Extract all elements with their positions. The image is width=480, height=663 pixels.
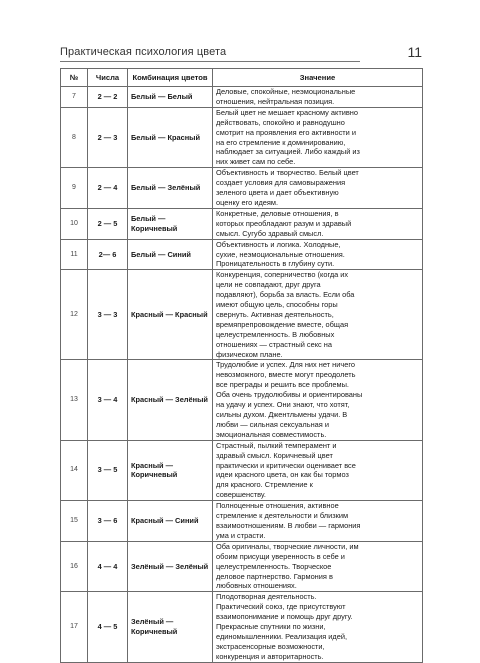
row-number: 13 — [61, 360, 88, 440]
combination-line: Зелёный — — [131, 617, 174, 627]
meaning-line: создает условия для самовыражения — [216, 178, 346, 188]
meaning-line: наблюдает за ситуацией. Либо каждый из — [216, 147, 360, 157]
meaning-line: эмоциональная совместимость. — [216, 429, 327, 439]
meaning-line: цели не совпадают, друг друга — [216, 280, 321, 290]
number-pair: 4 — 4 — [88, 541, 128, 592]
color-combination — [128, 440, 213, 500]
color-combination: Белый — Синий — [128, 239, 213, 270]
meaning-line: стремление к деятельности и близким — [216, 511, 349, 521]
meaning-line: на удачу и успех. Они знают, что хотят, — [216, 400, 350, 410]
number-pair: 3 — 4 — [88, 360, 128, 440]
table-row — [61, 592, 423, 662]
row-number: 12 — [61, 270, 88, 360]
header-rule — [60, 61, 360, 62]
meaning-text — [213, 270, 423, 360]
column-header-numbers: Числа — [88, 69, 128, 87]
table-row — [61, 541, 423, 592]
meaning-line: обоим присущи уверенность в себе и — [216, 551, 345, 561]
meaning-line: целеустремленность. Творческое — [216, 561, 332, 571]
number-pair: 3 — 3 — [88, 270, 128, 360]
color-combination: Красный — Красный — [128, 270, 213, 360]
meaning-line: Трудолюбие и успех. Для них нет ничего — [216, 360, 355, 370]
meaning-line: них живет сам по себе. — [216, 157, 296, 167]
row-number: 7 — [61, 87, 88, 108]
column-header-meaning: Значение — [213, 69, 423, 87]
meaning-line: подавляют), борьба за власть. Если оба — [216, 290, 355, 300]
meaning-line: Конкретные, деловые отношения, в — [216, 208, 339, 218]
color-combination — [128, 592, 213, 662]
meaning-line: имеют общую цель, способны горы — [216, 300, 338, 310]
meaning-line: Страстный, пылкий темперамент и — [216, 440, 337, 450]
meaning-line: зеленого цвета и дает объективную — [216, 188, 339, 198]
meaning-line: времяпрепровождение вместе, общая — [216, 319, 349, 329]
number-pair: 2 — 2 — [88, 87, 128, 108]
table-row — [61, 270, 423, 360]
meaning-line: на его стремление к доминированию, — [216, 137, 346, 147]
meaning-line: взаимопонимание и помощь друг другу. — [216, 612, 353, 622]
meaning-line: любви — сильная сексуальная и — [216, 419, 329, 429]
column-header-number: № — [61, 69, 88, 87]
meaning-text — [213, 239, 423, 270]
combination-line: Коричневый — [131, 626, 178, 636]
number-pair: 2 — 5 — [88, 208, 128, 239]
meaning-line: действовать, спокойно и равнодушно — [216, 117, 345, 127]
column-header-combination: Комбинация цветов — [128, 69, 213, 87]
color-combination-table — [60, 68, 423, 663]
meaning-line: отношениях — страстный секс на — [216, 339, 332, 349]
meaning-line: конкуренция и авторитарность. — [216, 651, 324, 661]
meaning-line: любовных отношениях. — [216, 581, 297, 591]
meaning-line: Плодотворная деятельность. — [216, 592, 317, 602]
color-combination: Зелёный — Зелёный — [128, 541, 213, 592]
running-title: Практическая психология цвета — [60, 46, 227, 58]
meaning-line: Прекрасные спутники по жизни, — [216, 622, 326, 632]
meaning-text — [213, 87, 423, 108]
table-row — [61, 440, 423, 500]
meaning-line: деловое партнерство. Гармония в — [216, 571, 333, 581]
meaning-text — [213, 107, 423, 167]
meaning-line: невозможного, вместе могут преодолеть — [216, 370, 356, 380]
meaning-line: все преграды и решить все проблемы. — [216, 380, 349, 390]
table-header-row — [61, 69, 423, 87]
meaning-line: Оба оригиналы, творческие личности, им — [216, 541, 359, 551]
row-number: 10 — [61, 208, 88, 239]
row-number: 17 — [61, 592, 88, 662]
color-combination: Белый — Красный — [128, 107, 213, 167]
page-number: 11 — [407, 44, 422, 60]
table-row — [61, 87, 423, 108]
meaning-text — [213, 541, 423, 592]
meaning-line: Объективность и творчество. Белый цвет — [216, 168, 359, 178]
row-number: 14 — [61, 440, 88, 500]
meaning-line: практически и критически оценивает все — [216, 460, 356, 470]
meaning-line: сильны духом. Джентльмены удачи. В — [216, 410, 348, 419]
meaning-line: взаимоотношениям. В любви — гармония — [216, 520, 361, 530]
number-pair: 3 — 5 — [88, 440, 128, 500]
meaning-line: смысл. Сугубо здравый смысл. — [216, 228, 324, 238]
meaning-line: целеустремленность. В любовных — [216, 329, 335, 339]
table-body — [61, 87, 423, 663]
meaning-line: Конкуренция, соперничество (когда их — [216, 270, 349, 280]
number-pair: 2— 6 — [88, 239, 128, 270]
color-combination: Белый — Белый — [128, 87, 213, 108]
meaning-line: ума и страсти. — [216, 530, 266, 540]
table-row — [61, 239, 423, 270]
meaning-line: оценку его идеям. — [216, 197, 279, 207]
color-combination: Красный — Зелёный — [128, 360, 213, 440]
meaning-line: единомышленники. Реализация идей, — [216, 631, 347, 641]
number-pair: 2 — 4 — [88, 168, 128, 209]
meaning-line: Деловые, спокойные, неэмоциональные — [216, 87, 356, 96]
meaning-line: идеи красного цвета, он как бы тормоз — [216, 470, 349, 480]
row-number: 11 — [61, 239, 88, 270]
meaning-line: Практический союз, где присутствуют — [216, 602, 346, 612]
meaning-text — [213, 501, 423, 542]
meaning-line: свернуть. Активная деятельность, — [216, 309, 334, 319]
number-pair: 2 — 3 — [88, 107, 128, 167]
meaning-line: Полноценные отношения, активное — [216, 501, 339, 511]
meaning-line: отношения, нейтральная позиция. — [216, 96, 335, 106]
color-combination: Белый — Коричневый — [128, 208, 213, 239]
meaning-text — [213, 168, 423, 209]
meaning-text — [213, 440, 423, 500]
combination-line: Красный — — [131, 460, 174, 470]
table-row — [61, 360, 423, 440]
combination-line: Коричневый — [131, 470, 178, 480]
meaning-text — [213, 360, 423, 440]
meaning-line: совершенству. — [216, 490, 266, 500]
meaning-line: Оба очень трудолюбивы и ориентированы — [216, 390, 363, 400]
meaning-line: для красного. Стремление к — [216, 480, 313, 490]
table-row — [61, 501, 423, 542]
number-pair: 3 — 6 — [88, 501, 128, 542]
page-header — [60, 44, 422, 66]
meaning-line: Объективность и логика. Холодные, — [216, 239, 341, 249]
meaning-line: сухие, неэмоциональные отношения. — [216, 249, 345, 259]
row-number: 8 — [61, 107, 88, 167]
meaning-text — [213, 592, 423, 662]
meaning-line: которых преобладают разум и здравый — [216, 218, 352, 228]
color-combination: Красный — Синий — [128, 501, 213, 542]
number-pair: 4 — 5 — [88, 592, 128, 662]
table-row — [61, 168, 423, 209]
meaning-text — [213, 208, 423, 239]
meaning-line: Белый цвет не мешает красному активно — [216, 107, 358, 117]
meaning-line: Проницательность в глубину сути. — [216, 259, 335, 269]
meaning-line: смотрит на проявления его активности и — [216, 127, 356, 137]
meaning-line: экстрасенсорные возможности, — [216, 641, 325, 651]
meaning-line: физическом плане. — [216, 349, 283, 359]
table-row — [61, 208, 423, 239]
color-combination: Белый — Зелёный — [128, 168, 213, 209]
table-row — [61, 107, 423, 167]
row-number: 15 — [61, 501, 88, 542]
row-number: 16 — [61, 541, 88, 592]
row-number: 9 — [61, 168, 88, 209]
meaning-line: здравый смысл. Коричневый цвет — [216, 450, 333, 460]
